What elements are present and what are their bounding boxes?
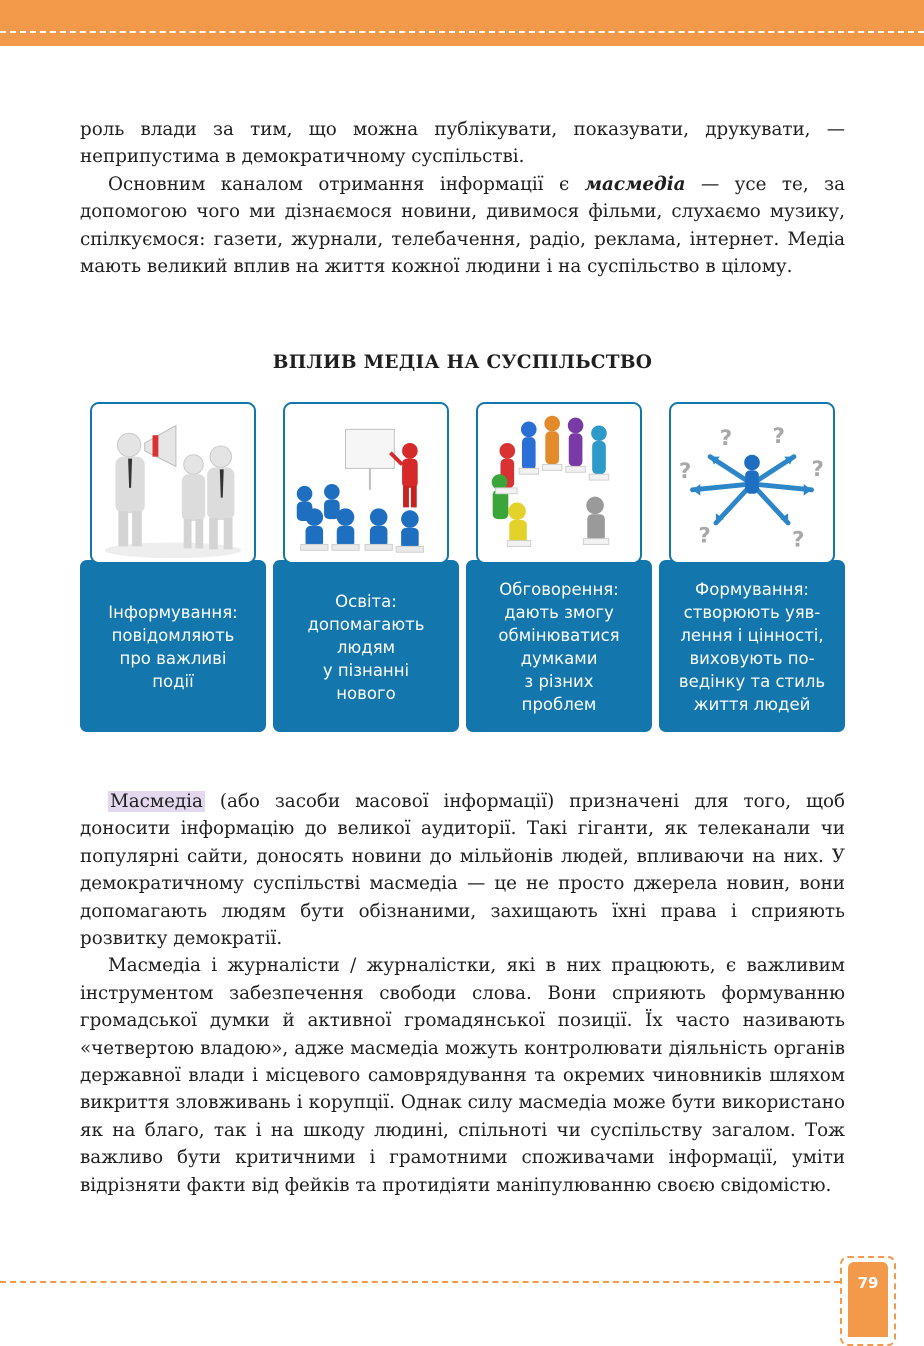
masmedia-purpose-paragraph (80, 788, 845, 952)
card-caption: Обговорення: дають змогу обмінюватися думками з різних проблем (498, 580, 620, 714)
purpose-text: (або засоби масової інформації) призначені для того, щоб доносити інформацію до великої аудиторії. Такі гіганти, як телеканали чи популярні сайти, доносять новини до мільйонів людей, впливаючи на них. У демократичному суспільстві масмедіа — це не просто джерела новин, вони допомагають людям бути обізнаними, захищають їхні права і сприяють розвитку демократії. (80, 791, 845, 950)
megaphone-icon (90, 402, 256, 564)
definition-lead: Основним каналом отримання інформації є (108, 173, 585, 195)
svg-text:?: ? (791, 527, 805, 553)
svg-text:?: ? (719, 425, 733, 451)
card-caption: Освіта: допомагають людям у пізнанні нового (307, 591, 425, 703)
svg-text:?: ? (698, 523, 711, 549)
masmedia-definition-paragraph (80, 171, 845, 281)
intro-paragraph (80, 116, 845, 280)
top-decorative-band (0, 0, 924, 46)
term-masmedia: масмедіа (584, 173, 686, 195)
page-number: 79 (848, 1262, 888, 1337)
bottom-dashed-line (0, 1281, 840, 1283)
card-forming (659, 402, 845, 732)
network-questions-icon (669, 402, 835, 564)
fourth-estate-paragraph: Масмедіа і журналісти / журналістки, які в них працюють, є важливим інструментом забезпечення свободи слова. Вони сприяють формуванню громадської думки й активної громадянської позиції. Їх часто називають «четвертою владою», адже масмедіа можуть контролювати діяльність органів державної влади і місцевого самоврядування та окремих чиновників шляхом викриття зловживань і корупції. Однак силу масмедіа може бути використано як на благо, так і на шкоду людині, спільноті чи суспільству загалом. Тож важливо бути критичними і грамотними споживачами інформації, уміти відрізняти факти від фейків та протидіяти маніпулюванню своєю свідомістю. (80, 955, 845, 1196)
discussion-circle-icon (476, 402, 642, 564)
section-title: ВПЛИВ МЕДІА НА СУСПІЛЬСТВО (272, 352, 653, 373)
card-caption: Інформування: повідомляють про важливі події (108, 603, 238, 691)
card-informing (80, 402, 266, 732)
svg-text:?: ? (811, 457, 824, 483)
media-influence-cards (80, 402, 846, 732)
presentation-icon (283, 402, 449, 564)
card-education (273, 402, 459, 732)
card-discussion (466, 402, 652, 732)
svg-text:?: ? (772, 424, 785, 450)
card-caption: Формування: створюють уяв- лення і цінності, виховують по- ведінку та стиль життя людей (678, 580, 826, 714)
term-masmedia-highlighted: Масмедіа (110, 791, 203, 812)
body-text (80, 788, 845, 1199)
svg-text:?: ? (678, 459, 692, 485)
definition-rest: — усе те, за допомогою чого ми дізнаємося новини, дивимося фільми, слухаємо музику, спілкуємося: газети, журнали, телебачення, радіо, реклама, інтернет. Медіа мають великий вплив на життя кожної людини і на суспільство в цілому. (80, 173, 845, 278)
top-dashed-line (0, 31, 924, 33)
intro-line-2: неприпустима в демократичному суспільстві. (80, 146, 525, 168)
intro-line-1: роль влади за тим, що можна публікувати, показувати, друкувати, — (80, 119, 845, 140)
